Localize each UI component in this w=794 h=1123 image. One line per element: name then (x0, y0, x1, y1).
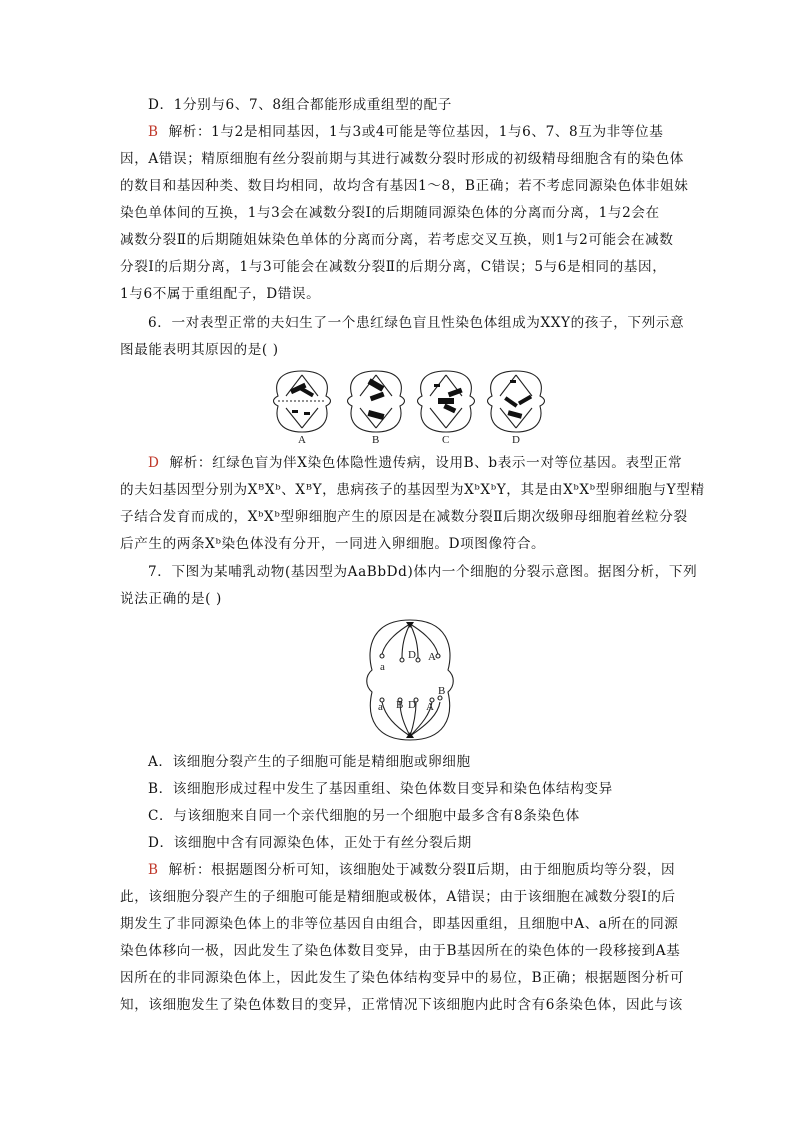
q5-explanation-line: 减数分裂Ⅱ的后期随姐妹染色单体的分离而分离，若考虑交叉互换，则1与2可能会在减数 (120, 232, 674, 248)
q6-explanation-line: 的夫妇基因型分别为XᴮXᵇ、XᴮY，患病孩子的基因型为XᵇXᵇY，其是由XᵇXᵇ型卵细胞与Y型精 (120, 482, 705, 498)
gene-label-bottom: B (396, 699, 404, 711)
q7-explanation-line: 期发生了非同源染色体上的非等位基因自由组合，即基因重组，且细胞中A、a所在的同源 (120, 916, 679, 932)
q5-option-d: D．1分别与6、7、8组合都能形成重组型的配子 (148, 97, 452, 113)
q6-stem-line: 6．一对表型正常的夫妇生了一个患红绿色盲且性染色体组成为XXY的孩子，下列示意 (148, 315, 685, 331)
gene-label-bottom: D (408, 699, 416, 711)
gene-label-bottom: B (438, 685, 446, 697)
q6-stem-line: 图最能表明其原因的是( ) (120, 342, 279, 358)
q5-explanation-line: B 解析：1与2是相同基因，1与3或4可能是等位基因，1与6、7、8互为非等位基 (148, 124, 664, 140)
q7-explanation-line: 知，该细胞发生了染色体数目的变异，正常情况下该细胞内此时含有6条染色体，因此与该 (120, 997, 683, 1013)
q7-answer: B (148, 862, 159, 878)
q7-option: D．该细胞中含有同源染色体，正处于有丝分裂后期 (148, 835, 472, 851)
q7-option: B．该细胞形成过程中发生了基因重组、染色体数目变异和染色体结构变异 (148, 781, 613, 797)
q5-answer: B (148, 124, 159, 140)
figure-label-c: C (442, 434, 450, 446)
q7-option: A．该细胞分裂产生的子细胞可能是精细胞或卵细胞 (148, 754, 471, 770)
q6-explanation-line: 子结合发育而成的，XᵇXᵇ型卵细胞产生的原因是在减数分裂Ⅱ后期次级卵母细胞着丝粒分裂 (120, 509, 688, 525)
q5-explanation-line: 分裂Ⅰ的后期分离，1与3可能会在减数分裂Ⅱ的后期分离，C错误；5与6是相同的基因， (120, 259, 667, 275)
gene-label-top: A (428, 651, 436, 663)
gene-label-top: D (408, 649, 416, 661)
q7-explanation-line: 因所在的非同源染色体上，因此发生了染色体结构变异中的易位，B正确；根据题图分析可 (120, 970, 685, 986)
q5-explanation-line: 因，A错误；精原细胞有丝分裂前期与其进行减数分裂时形成的初级精母细胞含有的染色体 (120, 151, 684, 167)
figure-label-d: D (512, 434, 520, 446)
q6-explanation-line: 后产生的两条Xᵇ染色体没有分开，一同进入卵细胞。D项图像符合。 (120, 536, 546, 552)
q7-explanation-line: 染色体移向一极，因此发生了染色体数目变异，由于B基因所在的染色体的一段移接到A基 (120, 943, 681, 959)
q6-explanation-line: D 解析：红绿色盲为伴X染色体隐性遗传病，设用B、b表示一对等位基因。表型正常 (148, 455, 683, 471)
figure-label-a: A (298, 434, 306, 446)
gene-label-bottom: A (426, 701, 434, 713)
q7-explanation-line: B 解析：根据题图分析可知，该细胞处于减数分裂Ⅱ后期，由于细胞质均等分裂，因 (148, 862, 676, 878)
q7-stem-line: 说法正确的是( ) (120, 591, 222, 607)
q5-explanation-line: 染色单体间的互换，1与3会在减数分裂Ⅰ的后期随同源染色体的分离而分离，1与2会在 (120, 205, 660, 221)
q7-explanation-line: 此，该细胞分裂产生的子细胞可能是精细胞或极体，A错误；由于该细胞在减数分裂Ⅰ的后 (120, 889, 676, 905)
q7-cell-figure (360, 618, 460, 744)
q6-answer: D (148, 455, 160, 471)
figure-label-b: B (372, 434, 380, 446)
q5-explanation-line: 1与6不属于重组配子，D错误。 (120, 286, 321, 302)
gene-label-bottom: a (378, 701, 383, 713)
q6-cell-division-figure (268, 366, 558, 446)
gene-label-top: a (380, 661, 385, 673)
q7-stem-line: 7．下图为某哺乳动物(基因型为AaBbDd)体内一个细胞的分裂示意图。据图分析，下列 (148, 564, 698, 580)
q5-explanation-line: 的数目和基因种类、数目均相同，故均含有基因1～8，B正确；若不考虑同源染色体非姐妹 (120, 178, 689, 194)
q7-option: C．与该细胞来自同一个亲代细胞的另一个细胞中最多含有8条染色体 (148, 808, 580, 824)
